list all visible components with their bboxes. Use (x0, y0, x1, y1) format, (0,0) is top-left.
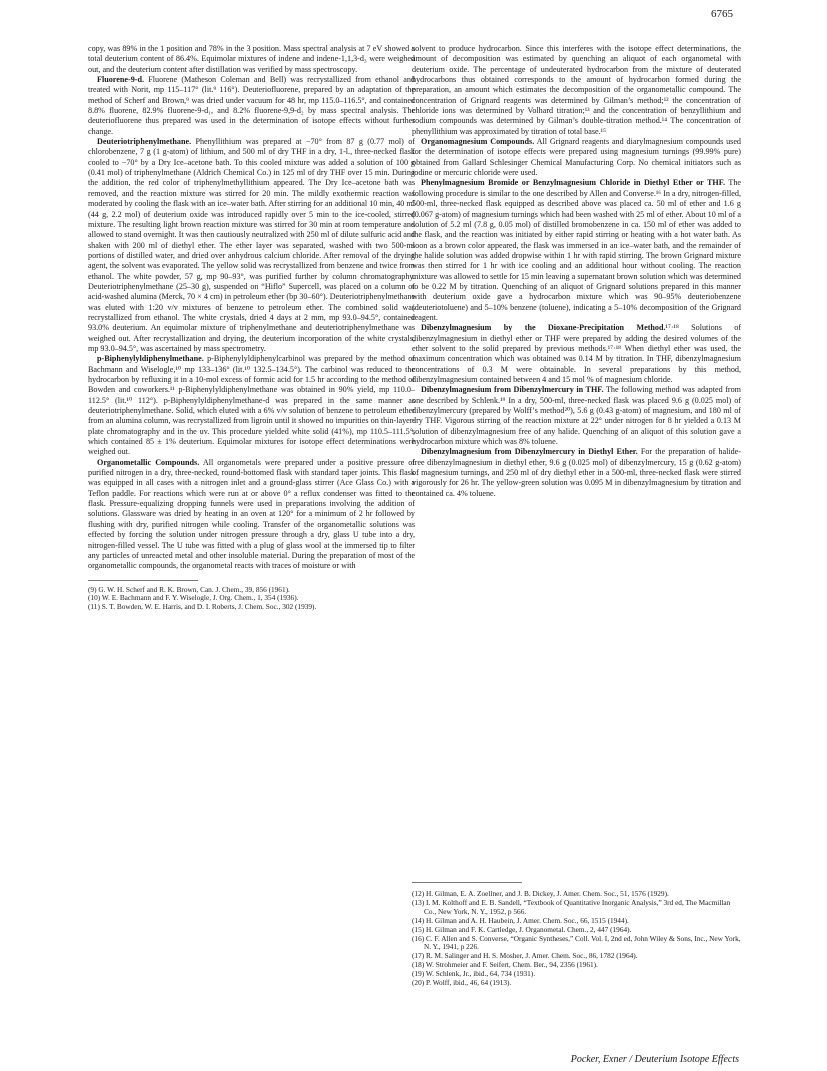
footnote: (16) C. F. Allen and S. Converse, “Organic Syntheses,” Coll. Vol. I, 2nd ed, John Wiley & Sons, Inc., New York, N. Y., 1941, p 226. (412, 933, 741, 952)
paragraph (412, 137, 741, 178)
paragraph-text: Phenyllithium was prepared at −70° from 87 g (0.77 mol) of chlorobenzene, 7 g (1 g-atom) of lithium, and 500 ml of dry THF in a dry, 1-l., three-necked flask cooled to −70° by a Dry Ice–acetone bath. To this cooled mixture was added a solution of 100 g (0.41 mol) of triphenylmethane (Aldrich Chemical Co.) in 125 ml of dry THF over 15 min. During the addition, the red color of triphenylmethyllithium appeared. The Dry Ice–acetone bath was removed, and the reaction mixture was stirred for 20 min. The mildly exothermic reaction was moderated by cooling the flask with an ice–water bath. After stirring for an additional 10 min, 40 ml (44 g, 2.2 mol) of deuterium oxide was introduced rapidly over 5 min to the ice-cooled, stirred mixture. The resulting light brown reaction mixture was stirred for 30 min at room temperature and allowed to stand overnight. It was then cautiously neutralized with 250 ml of dilute sulfuric acid and shaken with 200 ml of diethyl ether. The ether layer was separated, washed with two 500-ml portions of distilled water, and dried over anhydrous calcium chloride. After removal of the drying agent, the solvent was evaporated. The yellow solid was recrystallized from benzene and twice from ethanol. The white powder, 57 g, mp 90–93°, was purified further by column chromatography. Deuteriotriphenylmethane (25–30 g), suspended on “Hiflo” Supercell, was placed on a column of acid-washed alumina (Merck, 70 × 4 cm) in petroleum ether (bp 30–60°). Deuteriotriphenylmethane was eluted with 1:20 v/v mixtures of benzene to petroleum ether. The combined solid was recrystallized from ethanol. The white crystals, dried 4 days at 2 mm, mp 93.0–94.5°, contained 93.0% deuterium. An equimolar mixture of triphenylmethane and deuteriotriphenylmethane was weighed out. After recrystallization and drying, the deuterium incorporation of the white crystals, mp 93.0–94.5°, was ascertained by mass spectrometry. (88, 137, 415, 353)
section-heading: Fluorene-9-d. (97, 75, 145, 85)
footnote: (17) R. M. Salinger and H. S. Mosher, J. Amer. Chem. Soc., 86, 1782 (1964). (412, 951, 638, 961)
section-heading: Organometallic Compounds. (97, 457, 200, 467)
paragraph (88, 75, 415, 137)
paragraph-text: For the preparation of halide-free dibenzylmagnesium in diethyl ether, 9.6 g (0.025 mol) of dibenzylmercury, 15 g (0.62 g-atom) of magnesium turnings, and 250 ml of dry diethyl ether in a 500-ml, three-necked flask were stirred vigorously for 26 hr. The yellow-green solution was 0.095 M in dibenzylmagnesium by titration and contained ca. 4% toluene. (412, 447, 741, 498)
section-heading: Deuteriotriphenylmethane. (97, 137, 192, 147)
footnote: (11) S. T. Bowden, W. E. Harris, and D. I. Roberts, J. Chem. Soc., 302 (1939). (88, 602, 317, 612)
paragraph-text: solvent to produce hydrocarbon. Since this interferes with the isotope effect determinations, the amount of decomposition was estimated by quenching an aliquot of each organometal with deuterium oxide. The percentage of undeuterated hydrocarbon from the mixture of deuterated hydrocarbons thus obtained corresponds to the amount of hydrocarbon formed during the preparation, an amount which estimates the decomposition of the organometallic compound. The concentration of Grignard reagents was determined by Gilman’s method;¹² the concentration of chloride ions was determined by Volhard titration;¹³ and the concentration of benzyllithium and sodium compounds was determined by Gilman’s double-titration method.¹⁴ The concentration of phenyllithium was approximated by titration of total base.¹⁵ (412, 44, 741, 136)
section-heading: Organomagnesium Compounds. (421, 137, 535, 147)
section-heading: Dibenzylmagnesium from Dibenzylmercury in Diethyl Ether. (421, 447, 638, 457)
section-heading: p-Biphenylyldiphenylmethane. (97, 354, 204, 364)
paragraph (412, 178, 741, 323)
footnote: (12) H. Gilman, E. A. Zoellner, and J. B. Dickey, J. Amer. Chem. Soc., 51, 1576 (1929). (412, 889, 669, 898)
footnote: (15) H. Gilman and F. K. Cartledge, J. Organometal. Chem., 2, 447 (1964). (412, 924, 632, 934)
paragraph-text: The following procedure is similar to the one described by Allen and Converse.¹⁶ In a dry, nitrogen-filled, 500-ml, three-necked flask equipped as described above was placed ca. 50 ml of ether and 1.6 g (0.067 g-atom) of magnesium turnings which had been washed with 25 ml of ether. About 10 ml of a solution of 5.2 ml (7.8 g, 0.05 mol) of distilled bromobenzene in ca. 150 ml of ether was added to the flask, and the reaction was initiated by either rapid stirring or heating with a hot water bath. As soon as a brown color appeared, the flask was immersed in an ice–water bath, and the remainder of the halide solution was added dropwise within 1 hr with rapid stirring. The brown Grignard mixture was then stirred for 1 hr with ice cooling and an additional hour without cooling. The reaction mixture was allowed to settle for 15 min leaving a supernatant brown solution which was determined to be 0.22 M by titration. Quenching of an aliquot of Grignard solutions prepared in this manner with deuterium oxide gave a hydrocarbon mixture which was 90–95% deuteriobenzene (deuteriotoluene) and 5–10% benzene (toluene), indicating a 5–10% decomposition of the Grignard reagent. (412, 178, 741, 322)
footnote: (20) P. Wolff, ibid., 46, 64 (1913). (412, 978, 512, 988)
footnote: (13) I. M. Kolthoff and E. B. Sandell, “Textbook of Quantitative Inorganic Analysis,” 3rd ed, The Macmillan Co., New York, N. Y., 1952, p 566. (412, 897, 731, 916)
paragraph (412, 323, 741, 385)
paragraph (412, 385, 741, 447)
footnote: (14) H. Gilman and A. H. Haubein, J. Amer. Chem. Soc., 66, 1515 (1944). (412, 915, 629, 925)
footnotes-left (88, 586, 415, 613)
footnotes-right (412, 890, 741, 988)
paragraph (412, 44, 741, 137)
footnote: (19) W. Schlenk, Jr., ibid., 64, 734 (1931). (412, 969, 536, 979)
page-number: 6765 (711, 8, 733, 20)
paragraph-text: All Grignard reagents and diarylmagnesium compounds used for the determination of isotope effects were prepared using magnesium turnings (99.99% pure) obtained from Gallard Schlesinger Chemical Manufacturing Corp. No chemical initiators such as iodine or mercuric chloride were used. (412, 137, 741, 178)
section-heading: Dibenzylmagnesium from Dibenzylmercury in THF. (421, 385, 604, 395)
paragraph (88, 458, 415, 572)
paragraph-text: The following method was adapted from one described by Schlenk.¹⁹ In a dry, 500-ml, three-necked flask was placed 9.6 g (0.025 mol) of dibenzylmercury (prepared by Wolff’s method²⁰), 5.6 g (0.43 g-atom) of magnesium, and 180 ml of dry THF. Vigorous stirring of the reaction mixture at 22° under nitrogen for 8 hr yielded a 0.13 M solution of dibenzylmagnesium free of any halide. Quenching of an aliquot of this solution gave a hydrocarbon mixture which was 8% toluene. (412, 385, 741, 447)
left-column (88, 44, 415, 612)
footnote: (18) W. Strohmeier and F. Seifert, Chem. Ber., 94, 2356 (1961). (412, 960, 598, 970)
footnote: (9) G. W. H. Scherf and R. K. Brown, Can. J. Chem., 39, 856 (1961). (88, 584, 290, 594)
footnote: (10) W. E. Bachmann and F. Y. Wiselogle, J. Org. Chem., 1, 354 (1936). (88, 593, 299, 603)
footnote-rule-right (412, 882, 522, 883)
paragraph (412, 447, 741, 499)
paragraph-text: Fluorene (Matheson Coleman and Bell) was recrystallized from ethanol and treated with Norit, mp 115–117° (lit.⁹ 116°). Deuteriofluorene, prepared by an adaptation of the method of Scherf and Brown,⁹ was dried under vacuum for 48 hr, mp 115.0–116.5°, and contained 8.8% fluorene, 82.9% fluorene-9-d₁, and 8.2% fluorene-9,9-d₂ by mass spectral analysis. The deuteriofluorene thus prepared was used in the determination of isotope effects without further change. (88, 75, 415, 136)
section-heading: Phenylmagnesium Bromide or Benzylmagnesium Chloride in Diethyl Ether or THF. (421, 178, 725, 188)
section-heading: Dibenzylmagnesium by the Dioxane-Precipitation Method. (421, 323, 666, 333)
paragraph-text: p-Biphenylyldiphenylcarbinol was prepared by the method of Bachmann and Wiselogle,¹⁰ mp 133–136° (lit.¹⁰ 132.5–134.5°). The carbinol was reduced to the hydrocarbon by refluxing it in a 10-mol excess of formic acid for 1.5 hr according to the method of Bowden and coworkers.¹¹ p-Biphenylyldiphenylmethane was obtained in 90% yield, mp 110.0–112.5° (lit.¹⁰ 112°). p-Biphenylyldiphenylmethane-d was prepared in the same manner as deuteriotriphenylmethane. Solid, which eluted with a 6% v/v solution of benzene to petroleum ether from an alumina column, was recrystallized from ligroin until it showed no impurities on thin-layer-plate chromatography and in the uv. This procedure yielded white solid (41%), mp 110.5–111.5°, which contained 85 ± 1% deuterium. Equimolar mixtures for isotope effect determinations were weighed out. (88, 354, 415, 457)
paragraph-text: copy, was 89% in the 1 position and 78% in the 3 position. Mass spectral analysis at 7 eV showed a total deuterium content of 86.4%. Equimolar mixtures of indene and indene-1,1,3-d₃ were weighed out, and the deuterium content after distillation was verified by mass spectroscopy. (88, 44, 415, 74)
footnote-rule-left (88, 580, 198, 581)
paragraph (88, 354, 415, 457)
right-column (412, 44, 741, 499)
paragraph (88, 137, 415, 354)
paragraph-text: All organometals were prepared under a positive pressure of purified nitrogen in a dry, three-necked, round-bottomed flask with standard taper joints. This flask was equipped in all cases with a nitrogen inlet and a ground-glass stirrer (Ace Glass Co.) with a Teflon paddle. For reactions which were run at or above 0° a reflux condenser was fitted to the flask. Pressure-equalizing dropping funnels were used in preparations involving the addition of solutions. Glassware was dried by heating in an oven at 120° for a minimum of 2 hr followed by flushing with dry, purified nitrogen while cooling. Transfer of the organometallic solutions was effected by forcing the solution under nitrogen pressure through a dry, glass U tube into a dry, nitrogen-filled vessel. The U tube was fitted with a plug of glass wool at the immersed tip to filter any particles of unreacted metal and other insoluble material. During the preparation of most of the organometallic compounds, the organometal reacts with traces of moisture or with (88, 457, 416, 571)
paragraph (88, 44, 415, 75)
running-footer: Pocker, Exner / Deuterium Isotope Effects (570, 1054, 739, 1065)
paragraph-text: ¹⁷·¹⁸ Solutions of dibenzylmagnesium in diethyl ether or THF were prepared by adding the desired volumes of the ether solvent to the solid prepared by previous methods.¹⁷·¹⁸ When diethyl ether was used, the maximum concentration which was obtained was 0.14 M by titration. In THF, dibenzylmagnesium concentrations of 0.3 M were obtainable. In several preparations by this method, dibenzylmagnesium contained between 4 and 15 mol % of magnesium chloride. (412, 323, 741, 384)
